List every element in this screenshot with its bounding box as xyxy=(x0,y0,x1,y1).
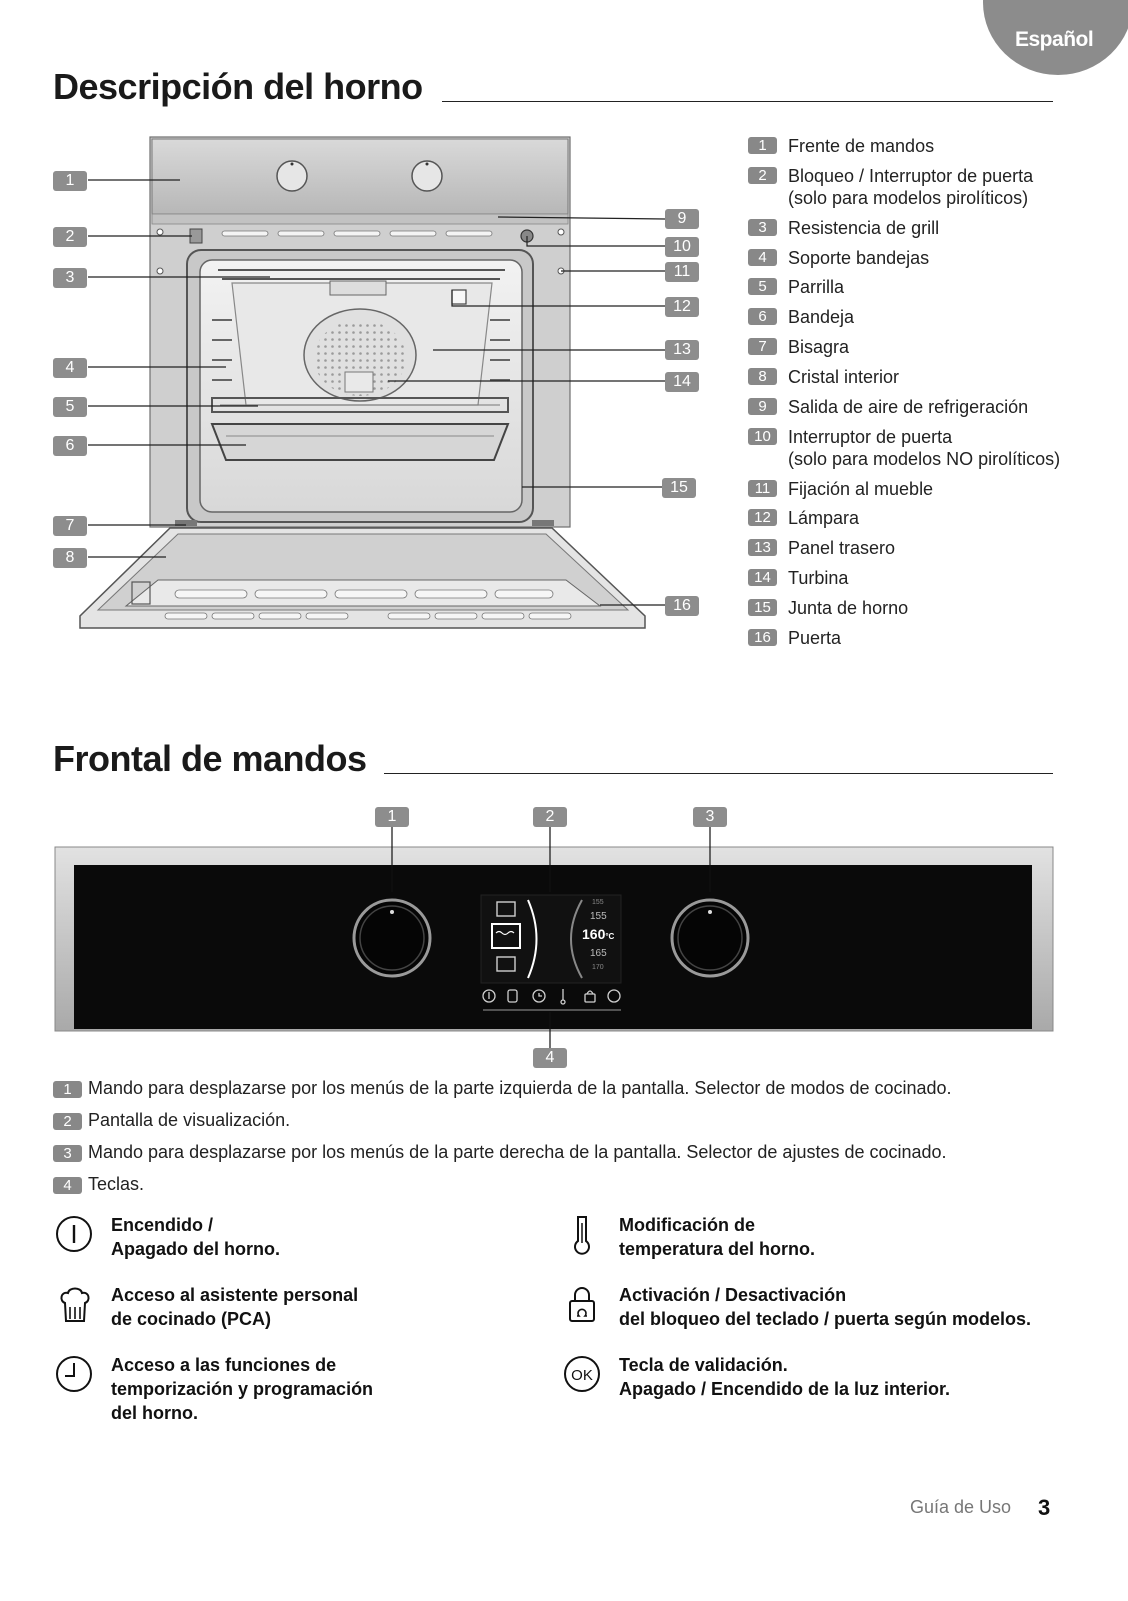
callout-3: 3 xyxy=(53,268,87,288)
description-row: 2 Pantalla de visualización. xyxy=(53,1110,290,1134)
display-scale-bottom: 170 xyxy=(592,964,604,971)
panel-callout-4: 4 xyxy=(533,1048,567,1068)
callout-14: 14 xyxy=(665,372,699,392)
section-rule xyxy=(384,773,1053,774)
ok-icon xyxy=(561,1353,605,1397)
chef-hat-icon xyxy=(53,1283,97,1327)
callout-4: 4 xyxy=(53,358,87,378)
display-scale-lower: 165 xyxy=(590,948,607,959)
callout-12: 12 xyxy=(665,297,699,317)
callout-5: 5 xyxy=(53,397,87,417)
tray xyxy=(212,424,508,460)
language-tab-label: Español xyxy=(1015,28,1094,51)
page-number: 3 xyxy=(1038,1495,1051,1520)
callout-13: 13 xyxy=(665,340,699,360)
description-row: 3 Mando para desplazarse por los menús de la parte derecha de la pantalla. Selector de ajustes de cocinado. xyxy=(53,1142,947,1166)
panel-callout-3: 3 xyxy=(693,807,727,827)
clock-icon xyxy=(53,1353,97,1397)
callout-16: 16 xyxy=(665,596,699,616)
callout-9: 9 xyxy=(665,209,699,229)
control-panel-diagram xyxy=(0,800,1128,1080)
description-row: 1 Mando para desplazarse por los menús de la parte izquierda de la pantalla. Selector de modos de cocinado. xyxy=(53,1078,952,1102)
callout-8: 8 xyxy=(53,548,87,568)
callout-11: 11 xyxy=(665,262,699,282)
callout-15: 15 xyxy=(662,478,696,498)
thermometer-icon xyxy=(561,1213,605,1257)
lock-icon xyxy=(561,1283,605,1327)
callout-2: 2 xyxy=(53,227,87,247)
description-row: 4 Teclas. xyxy=(53,1174,144,1198)
oven-diagram xyxy=(0,0,1128,700)
display-scale-upper: 155 xyxy=(590,911,607,922)
ok-glyph: OK xyxy=(571,1367,593,1384)
callout-10: 10 xyxy=(665,237,699,257)
power-icon xyxy=(53,1213,97,1257)
section-title-control-panel: Frontal de mandos xyxy=(53,738,367,779)
panel-callout-1: 1 xyxy=(375,807,409,827)
display-scale-top: 155 xyxy=(592,899,604,906)
display-current-temp: 160°C xyxy=(582,926,615,942)
panel-callout-2: 2 xyxy=(533,807,567,827)
control-front xyxy=(152,139,568,214)
callout-7: 7 xyxy=(53,516,87,536)
footer-guide-label: Guía de Uso xyxy=(910,1497,1012,1517)
section-title-oven: Descripción del horno xyxy=(53,66,423,107)
callout-6: 6 xyxy=(53,436,87,456)
callout-1: 1 xyxy=(53,171,87,191)
